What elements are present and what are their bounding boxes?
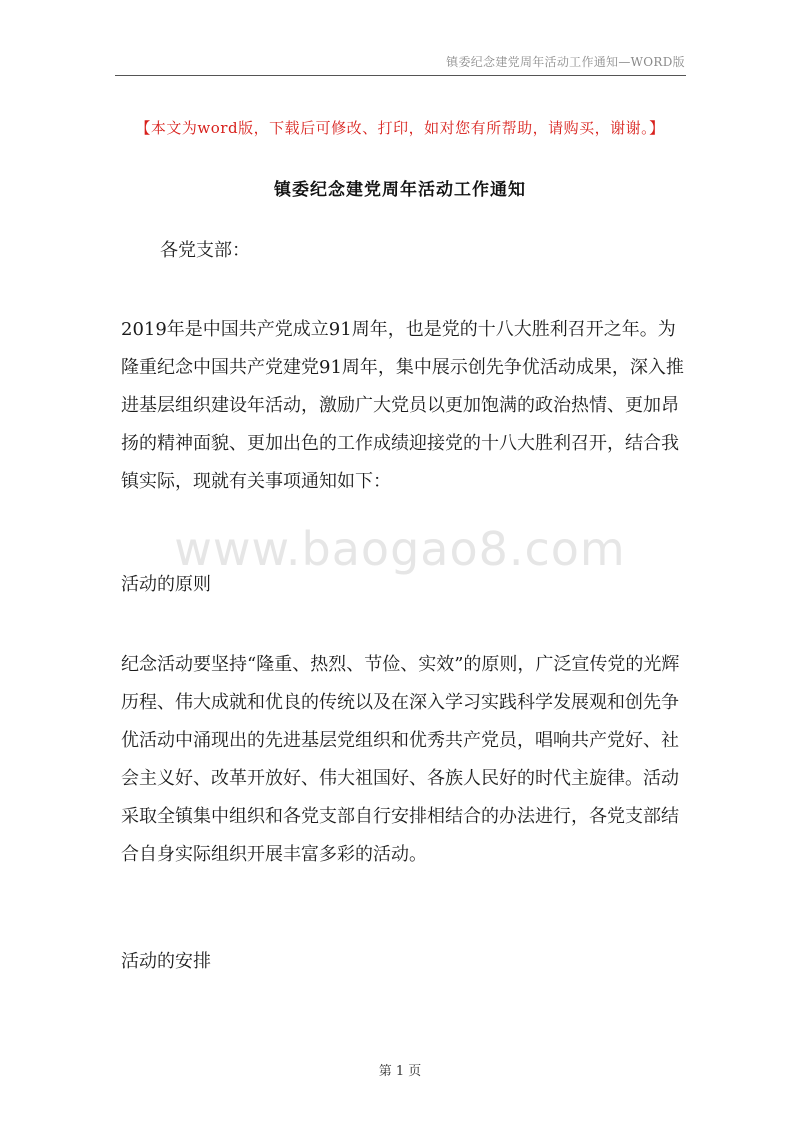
paragraph-intro: 2019年是中国共产党成立91周年，也是党的十八大胜利召开之年。为隆重纪念中国共产党建党91周年，集中展示创先争优活动成果，深入推进基层组织建设年活动，激励广大党员以更加饱满的政治热情、更加昂扬的精神面貌、更加出色的工作成绩迎接党的十八大胜利召开，结合我镇实际，现就有关事项通知如下： xyxy=(121,319,684,492)
watermark: www.baogao8.com xyxy=(174,522,626,576)
purchase-notice: 【本文为word版，下载后可修改、打印，如对您有所帮助，请购买，谢谢。】 xyxy=(135,119,665,137)
document-title: 镇委纪念建党周年活动工作通知 xyxy=(274,180,526,200)
paragraph-principles: 纪念活动要坚持“隆重、热烈、节俭、实效”的原则，广泛宣传党的光辉历程、伟大成就和优良的传统以及在深入学习实践科学发展观和创先争优活动中涌现出的先进基层党组织和优秀共产党员，唱响共产党好、社会主义好、改革开放好、伟大祖国好、各族人民好的时代主旋律。活动采取全镇集中组织和各党支部自行安排相结合的办法进行，各党支部结合自身实际组织开展丰富多彩的活动。 xyxy=(121,654,680,865)
page-header-title: 镇委纪念建党周年活动工作通知—WORD版 xyxy=(446,55,685,69)
section-heading-principles: 活动的原则 xyxy=(121,574,211,595)
salutation: 各党支部： xyxy=(160,240,250,261)
header-divider xyxy=(115,75,686,76)
page-number: 第 1 页 xyxy=(378,1064,422,1079)
section-heading-arrangements: 活动的安排 xyxy=(121,951,211,972)
